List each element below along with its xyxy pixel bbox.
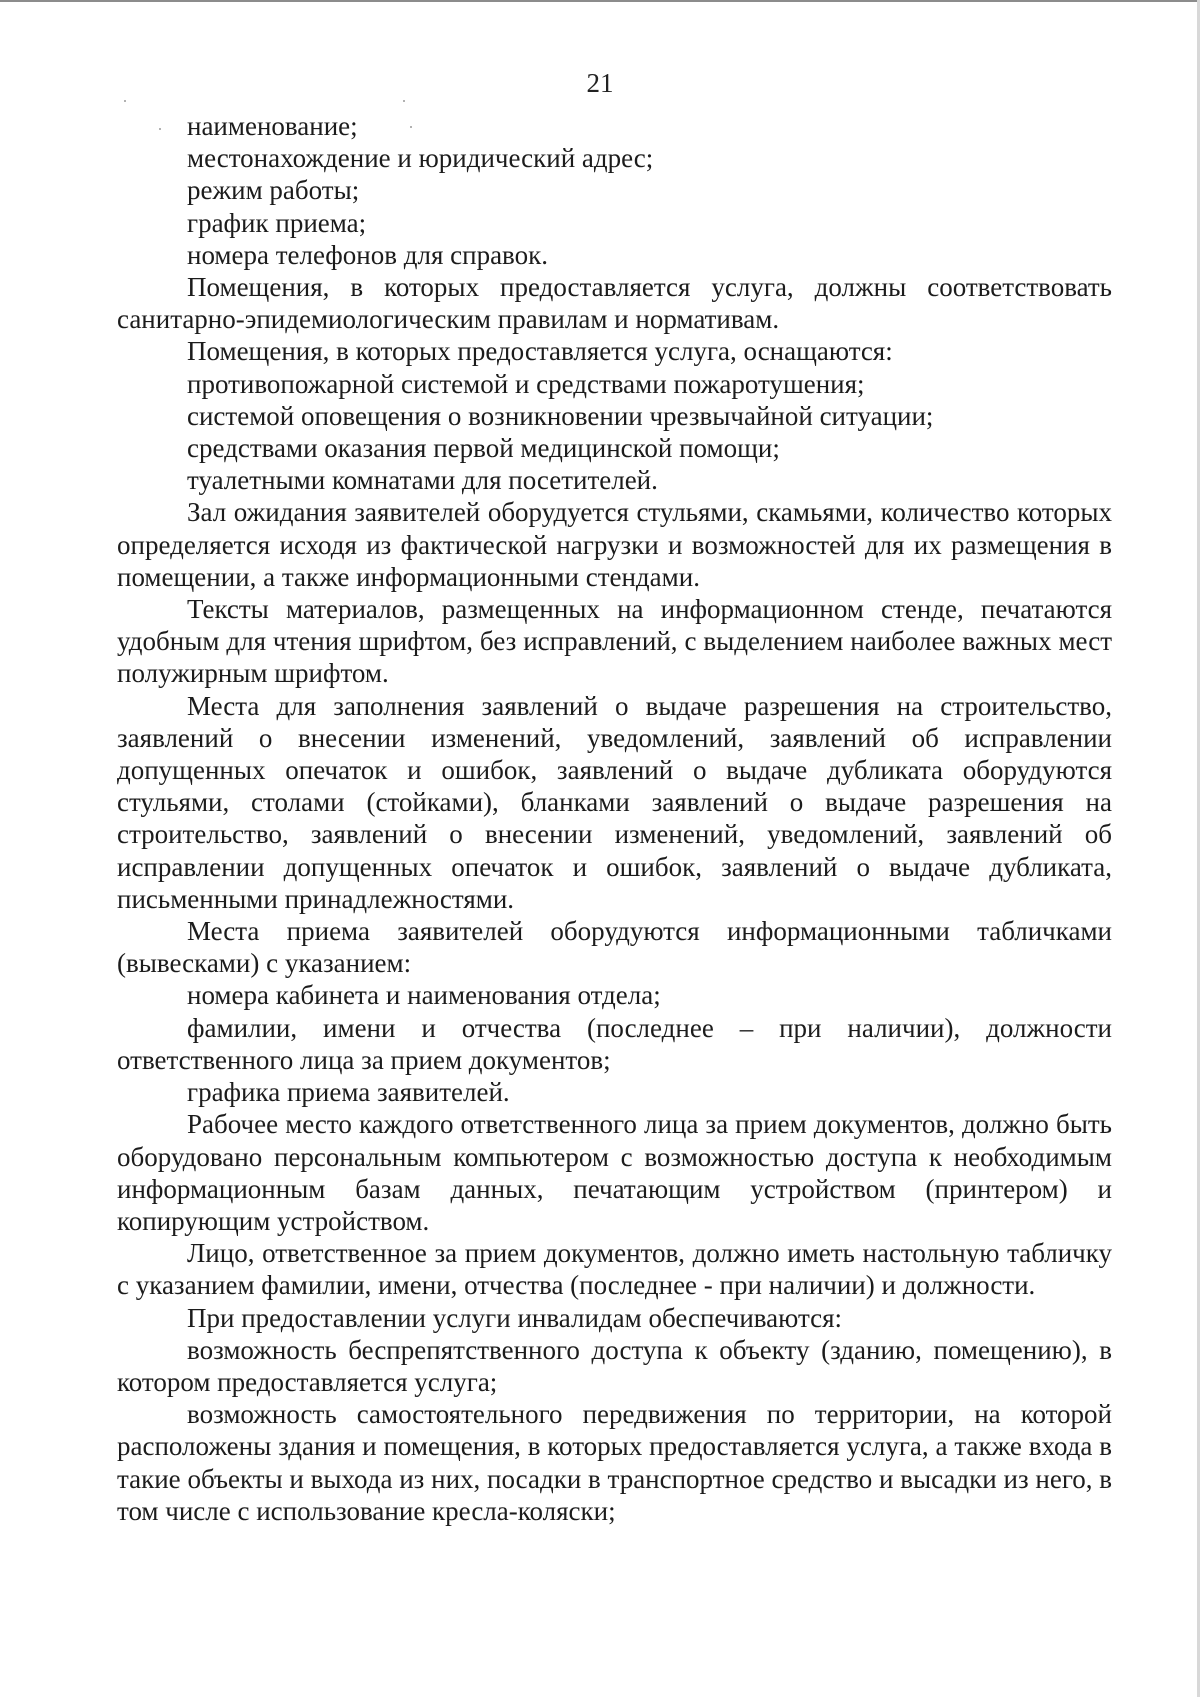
list-item: графика приема заявителей. <box>187 1077 510 1108</box>
paragraph: Места для заполнения заявлений о выдаче разрешения на строительство, заявлений о внесении изменений, уведомлений, заявлений об исправлении допущенных опечаток и ошибок, заявлений о выдаче дубликата оборудуются стульями, столами (стойками), бланками заявлений о выдаче разрешения на строительство, заявлений о внесении изменений, уведомлений, заявлений об исправлении допущенных опечаток и ошибок, заявлений о выдаче дубликата, письменными принадлежностями. <box>117 690 1112 914</box>
paragraph: Тексты материалов, размещенных на информационном стенде, печатаются удобным для чтения шрифтом, без исправлений, с выделением наиболее важных мест полужирным шрифтом. <box>117 594 1112 689</box>
page-number: 21 <box>586 68 614 98</box>
scan-top-edge <box>0 0 1200 2</box>
paragraph: возможность самостоятельного передвижения по территории, на которой расположены здания и помещения, в которых предоставляется услуга, а также входа в такие объекты и выхода из них, посадки в транспортное средство и высадки из него, в том числе с использование кресла-коляски; <box>117 1399 1112 1526</box>
list-item: наименование; <box>187 111 358 141</box>
list-item: график приема; <box>187 207 367 238</box>
paragraph: Места приема заявителей оборудуются информационными табличками (вывесками) с указанием: <box>117 916 1112 979</box>
list-item: туалетными комнатами для посетителей. <box>187 465 658 496</box>
list-item: средствами оказания первой медицинской помощи; <box>187 433 780 464</box>
paragraph: фамилии, имени и отчества (последнее – при наличии), должности ответственного лица за прием документов; <box>117 1012 1112 1075</box>
list-item: режим работы; <box>187 175 360 206</box>
list-item: Помещения, в которых предоставляется услуга, оснащаются: <box>187 336 893 367</box>
document-body <box>117 110 1112 1527</box>
list-item: номера телефонов для справок. <box>187 239 548 270</box>
list-item: системой оповещения о возникновении чрезвычайной ситуации; <box>187 400 934 431</box>
paragraph: возможность беспрепятственного доступа к объекту (зданию, помещению), в котором предоставляется услуга; <box>117 1334 1112 1397</box>
list-item: При предоставлении услуги инвалидам обеспечиваются: <box>187 1302 842 1333</box>
scan-speck <box>403 100 405 102</box>
list-item: противопожарной системой и средствами пожаротушения; <box>187 368 865 399</box>
paragraph: Помещения, в которых предоставляется услуга, должны соответствовать санитарно-эпидемиологическим правилам и нормативам. <box>117 272 1112 335</box>
list-item: номера кабинета и наименования отдела; <box>187 980 661 1011</box>
paragraph: Зал ожидания заявителей оборудуется стульями, скамьями, количество которых определяется исходя из фактической нагрузки и возможностей для их размещения в помещении, а также информационными стендами. <box>117 497 1112 592</box>
paragraph: Рабочее место каждого ответственного лица за прием документов, должно быть оборудовано персональным компьютером с возможностью доступа к необходимым информационным базам данных, печатающим устройством (принтером) и копирующим устройством. <box>117 1109 1112 1236</box>
list-item: местонахождение и юридический адрес; <box>187 143 654 174</box>
scan-speck <box>124 100 126 102</box>
paragraph: Лицо, ответственное за прием документов, должно иметь настольную табличку с указанием фамилии, имени, отчества (последнее - при наличии) и должности. <box>117 1238 1112 1301</box>
